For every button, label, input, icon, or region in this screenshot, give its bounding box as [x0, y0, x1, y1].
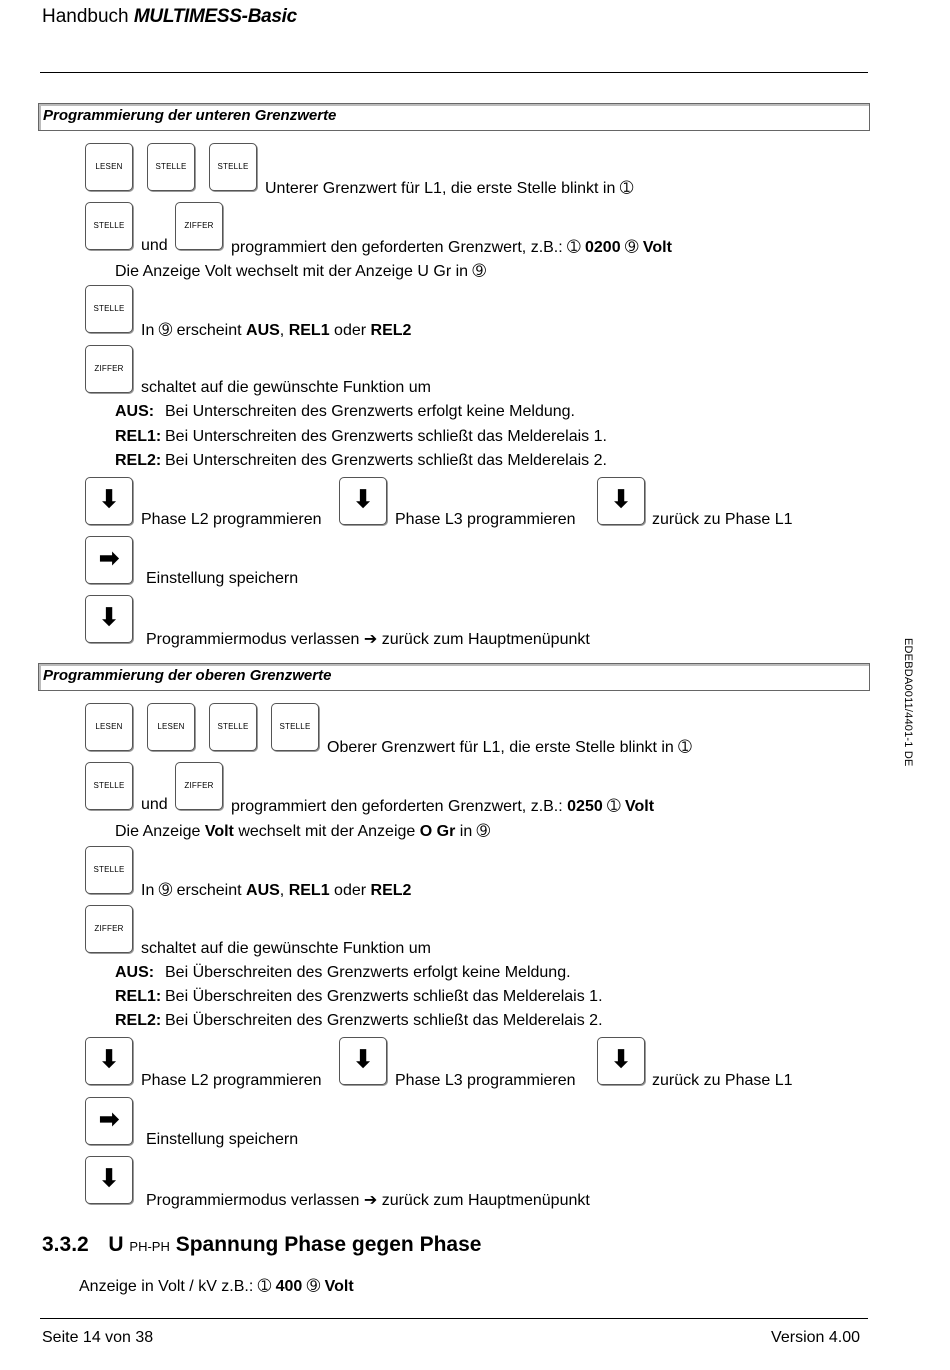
upper-prog-line	[231, 796, 654, 816]
down-arrow-icon: ⬇	[98, 1046, 120, 1073]
section-lower-limits	[38, 103, 870, 131]
lower-rel2-line	[115, 452, 607, 470]
lower-schaltet: schaltet auf die gewünschte Funktion um	[141, 379, 431, 396]
section-u: U	[108, 1233, 124, 1256]
key-down-arrow[interactable]	[339, 1037, 387, 1085]
lower-back-l1: zurück zu Phase L1	[652, 511, 793, 528]
key-stelle[interactable]	[85, 202, 133, 250]
upper-schaltet: schaltet auf die gewünschte Funktion um	[141, 940, 431, 957]
section-heading	[42, 1233, 481, 1257]
key-stelle[interactable]	[209, 703, 257, 751]
upper-prog-mid: ➀	[602, 798, 626, 815]
key-stelle[interactable]	[85, 285, 133, 333]
lower-oder: oder	[329, 322, 371, 339]
key-stelle-label: STELLE	[217, 722, 249, 731]
key-ziffer-label: ZIFFER	[94, 364, 124, 373]
lower-aus-text: Bei Unterschreiten des Grenzwerts erfolgt keine Meldung.	[165, 403, 575, 420]
lower-comma: ,	[279, 322, 289, 339]
right-arrow-icon: ➡	[98, 1106, 120, 1133]
key-lesen[interactable]	[85, 703, 133, 751]
section-line-pre: Anzeige in Volt / kV z.B.: ➀	[79, 1278, 276, 1295]
side-document-code: EDEBDA0011/4401-1 DE	[902, 638, 914, 767]
section-upper-limits	[38, 663, 870, 691]
upper-anzeige-pre: Die Anzeige	[115, 823, 205, 840]
key-ziffer-label: ZIFFER	[184, 221, 214, 230]
key-lesen-label: LESEN	[95, 722, 123, 731]
lower-anzeige: Die Anzeige Volt wechselt mit der Anzeige U Gr in ➈	[115, 263, 486, 280]
upper-and: und	[141, 796, 168, 813]
upper-prog-unit: Volt	[625, 798, 655, 815]
lower-exit: Programmiermodus verlassen ➔ zurück zum Hauptmenüpunkt	[146, 631, 590, 648]
key-stelle[interactable]	[209, 143, 257, 191]
key-down-arrow[interactable]	[339, 477, 387, 525]
key-stelle-label: STELLE	[93, 221, 125, 230]
key-down-arrow[interactable]	[85, 1156, 133, 1204]
upper-aus-label: AUS:	[115, 964, 155, 981]
upper-anzeige	[115, 821, 490, 841]
key-stelle[interactable]	[85, 762, 133, 810]
upper-anzeige-post: in ➈	[455, 823, 491, 840]
key-stelle-label: STELLE	[93, 781, 125, 790]
upper-in9-pre: In ➈ erscheint	[141, 882, 247, 899]
upper-anzeige-ogr: O Gr	[419, 823, 456, 840]
lower-aus-label: AUS:	[115, 403, 155, 420]
lower-prog-unit: Volt	[642, 239, 672, 256]
lower-in9-pre: In ➈ erscheint	[141, 322, 247, 339]
section-sub: PH-PH	[129, 1239, 170, 1254]
lower-in9-line	[141, 320, 411, 340]
lower-aus: AUS	[246, 322, 280, 339]
key-stelle[interactable]	[271, 703, 319, 751]
key-stelle-label: STELLE	[217, 162, 249, 171]
down-arrow-icon: ⬇	[352, 486, 374, 513]
key-stelle-label: STELLE	[155, 162, 187, 171]
header-product: MULTIMESS-Basic	[133, 6, 297, 27]
upper-rel1-label: REL1:	[115, 988, 162, 1005]
down-arrow-icon: ⬇	[98, 486, 120, 513]
upper-anzeige-mid: wechselt mit der Anzeige	[233, 823, 420, 840]
header-prefix: Handbuch	[42, 6, 129, 27]
upper-rel2: REL2	[370, 882, 412, 899]
key-ziffer-label: ZIFFER	[184, 781, 214, 790]
down-arrow-icon: ⬇	[352, 1046, 374, 1073]
key-lesen-label: LESEN	[157, 722, 185, 731]
down-arrow-icon: ⬇	[98, 1165, 120, 1192]
key-down-arrow[interactable]	[597, 477, 645, 525]
lower-prog-mid: ➈	[620, 239, 643, 256]
lower-and: und	[141, 237, 168, 254]
key-stelle-label: STELLE	[93, 304, 125, 313]
upper-prog-value: 0250	[567, 798, 603, 815]
section-line-mid: ➈	[302, 1278, 325, 1295]
upper-in9-line	[141, 880, 411, 900]
lower-save: Einstellung speichern	[146, 570, 299, 587]
down-arrow-icon: ⬇	[610, 1046, 632, 1073]
section-upper-title: Programmierung der oberen Grenzwerte	[43, 667, 332, 684]
footer-rule	[40, 1318, 868, 1319]
section-line-value: 400	[275, 1278, 303, 1295]
upper-rel2-text: Bei Überschreiten des Grenzwerts schließt das Melderelais 2.	[165, 1012, 603, 1029]
key-down-arrow[interactable]	[597, 1037, 645, 1085]
lower-prog-text: programmiert den geforderten Grenzwert, z.B.: ➀	[231, 239, 585, 256]
lower-aus-line	[115, 403, 575, 421]
upper-rel1-line	[115, 988, 603, 1006]
right-arrow-icon: ➡	[98, 545, 120, 572]
upper-back-l1: zurück zu Phase L1	[652, 1072, 793, 1089]
key-lesen[interactable]	[85, 143, 133, 191]
lower-rel2-text: Bei Unterschreiten des Grenzwerts schließt das Melderelais 2.	[165, 452, 607, 469]
key-stelle[interactable]	[85, 846, 133, 894]
section-number: 3.3.2	[42, 1233, 89, 1256]
key-down-arrow[interactable]	[85, 1037, 133, 1085]
header-rule	[40, 72, 868, 73]
key-lesen-label: LESEN	[95, 162, 123, 171]
upper-aus-line	[115, 964, 571, 982]
lower-prog-line	[231, 237, 672, 257]
lower-prog-value: 0200	[585, 239, 621, 256]
down-arrow-icon: ⬇	[610, 486, 632, 513]
section-line-unit: Volt	[324, 1278, 354, 1295]
page-header	[42, 6, 297, 28]
key-down-arrow[interactable]	[85, 595, 133, 643]
upper-save: Einstellung speichern	[146, 1131, 299, 1148]
key-down-arrow[interactable]	[85, 477, 133, 525]
key-right-arrow[interactable]	[85, 1097, 133, 1145]
upper-rel2-label: REL2:	[115, 1012, 162, 1029]
upper-oder: oder	[329, 882, 371, 899]
section-title: Spannung Phase gegen Phase	[175, 1233, 482, 1256]
lower-rel2-label: REL2:	[115, 452, 162, 469]
key-ziffer[interactable]	[175, 202, 223, 250]
footer-version: Version 4.00	[771, 1329, 860, 1346]
lower-rel2: REL2	[370, 322, 412, 339]
key-stelle-label: STELLE	[279, 722, 311, 731]
key-stelle-label: STELLE	[93, 865, 125, 874]
key-ziffer-label: ZIFFER	[94, 924, 124, 933]
key-lesen[interactable]	[147, 703, 195, 751]
upper-phase-l2: Phase L2 programmieren	[141, 1072, 322, 1089]
upper-rel1: REL1	[288, 882, 330, 899]
lower-rel1-text: Bei Unterschreiten des Grenzwerts schließt das Melderelais 1.	[165, 428, 607, 445]
section-lower-title: Programmierung der unteren Grenzwerte	[43, 107, 337, 124]
upper-anzeige-volt: Volt	[204, 823, 234, 840]
key-stelle[interactable]	[147, 143, 195, 191]
lower-phase-l3: Phase L3 programmieren	[395, 511, 576, 528]
upper-line1: Oberer Grenzwert für L1, die erste Stelle blinkt in ➀	[327, 739, 692, 756]
footer-page: Seite 14 von 38	[42, 1329, 154, 1346]
lower-rel1-label: REL1:	[115, 428, 162, 445]
upper-aus-text: Bei Überschreiten des Grenzwerts erfolgt keine Meldung.	[165, 964, 571, 981]
upper-aus: AUS	[246, 882, 280, 899]
upper-rel2-line	[115, 1012, 603, 1030]
lower-phase-l2: Phase L2 programmieren	[141, 511, 322, 528]
key-ziffer[interactable]	[175, 762, 223, 810]
lower-rel1: REL1	[288, 322, 330, 339]
upper-rel1-text: Bei Überschreiten des Grenzwerts schließt das Melderelais 1.	[165, 988, 603, 1005]
key-right-arrow[interactable]	[85, 536, 133, 584]
upper-comma: ,	[279, 882, 289, 899]
upper-prog-text: programmiert den geforderten Grenzwert, z.B.:	[231, 798, 568, 815]
section-line	[79, 1276, 354, 1296]
lower-line1: Unterer Grenzwert für L1, die erste Stelle blinkt in ➀	[265, 180, 634, 197]
lower-rel1-line	[115, 428, 607, 446]
key-ziffer[interactable]	[85, 905, 133, 953]
upper-exit: Programmiermodus verlassen ➔ zurück zum Hauptmenüpunkt	[146, 1192, 590, 1209]
upper-phase-l3: Phase L3 programmieren	[395, 1072, 576, 1089]
key-ziffer[interactable]	[85, 345, 133, 393]
down-arrow-icon: ⬇	[98, 604, 120, 631]
